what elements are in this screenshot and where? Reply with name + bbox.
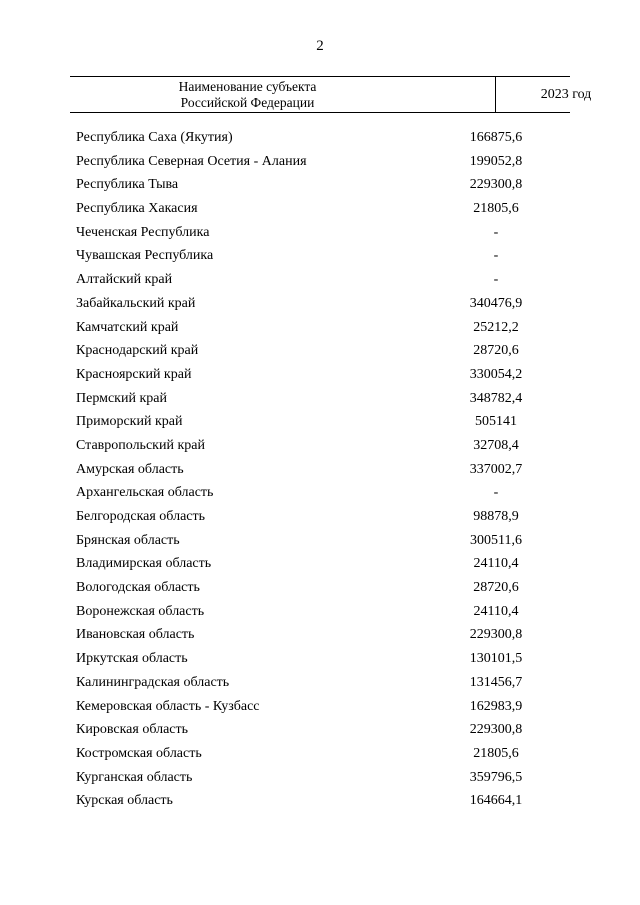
year-value: 348782,4 <box>469 390 523 406</box>
subject-name: Красноярский край <box>76 366 192 382</box>
table-row <box>76 434 566 458</box>
table-body <box>76 126 566 813</box>
year-value: 199052,8 <box>469 153 523 169</box>
table-row <box>76 647 566 671</box>
year-value: 131456,7 <box>469 674 523 690</box>
year-value: 162983,9 <box>469 698 523 714</box>
year-value: 330054,2 <box>469 366 523 382</box>
year-value: 164664,1 <box>469 793 523 809</box>
year-value: 32708,4 <box>473 437 519 453</box>
table-row <box>76 505 566 529</box>
year-value: 229300,8 <box>469 722 523 738</box>
subject-name: Курганская область <box>76 769 193 785</box>
table-row <box>76 742 566 766</box>
subject-name: Воронежская область <box>76 603 205 619</box>
year-value: 229300,8 <box>469 177 523 193</box>
subject-name: Костромская область <box>76 745 202 761</box>
column-header-subject-line1: Наименование субъекта <box>178 78 317 94</box>
subject-name: Амурская область <box>76 461 184 477</box>
year-value: 166875,6 <box>469 130 523 145</box>
year-value: 25212,2 <box>473 319 519 335</box>
table-row <box>76 292 566 316</box>
subject-name: Владимирская область <box>76 556 212 572</box>
table-row <box>76 221 566 245</box>
year-value: 21805,6 <box>473 745 519 761</box>
year-value: - <box>493 272 499 288</box>
page-number: 2 <box>316 38 324 54</box>
subject-name: Забайкальский край <box>76 295 196 311</box>
subject-name: Республика Северная Осетия - Алания <box>76 153 307 169</box>
year-value: 300511,6 <box>470 532 522 548</box>
table-row <box>76 268 566 292</box>
subject-name: Вологодская область <box>76 580 200 596</box>
table-row <box>76 576 566 600</box>
year-value: 28720,6 <box>473 580 519 596</box>
year-value: 98878,9 <box>473 509 519 524</box>
subject-name: Кировская область <box>76 722 189 738</box>
subject-name: Брянская область <box>76 532 180 548</box>
subject-name: Республика Саха (Якутия) <box>76 130 233 145</box>
subject-name: Архангельская область <box>76 485 214 501</box>
table-row <box>76 150 566 174</box>
table-row <box>76 339 566 363</box>
subject-name: Чувашская Республика <box>76 248 214 264</box>
year-value: 337002,7 <box>469 461 523 477</box>
table-row <box>76 552 566 576</box>
table-row <box>76 695 566 719</box>
year-value: 21805,6 <box>473 201 519 217</box>
table-row <box>76 481 566 505</box>
table-row <box>76 316 566 340</box>
table-row <box>76 173 566 197</box>
year-value: 229300,8 <box>469 627 523 643</box>
year-value: 359796,5 <box>469 769 523 785</box>
table-header <box>70 76 592 113</box>
year-value: 130101,5 <box>469 651 523 667</box>
subject-name: Белгородская область <box>76 509 206 524</box>
subject-name: Краснодарский край <box>76 343 199 359</box>
subject-name: Алтайский край <box>76 272 173 288</box>
table-row <box>76 766 566 790</box>
table-row <box>76 126 566 150</box>
table-row <box>76 387 566 411</box>
subject-name: Приморский край <box>76 414 183 430</box>
year-value: - <box>493 485 499 501</box>
subject-name: Курская область <box>76 793 173 809</box>
subject-name: Камчатский край <box>76 319 179 335</box>
subject-name: Чеченская Республика <box>76 224 210 240</box>
table-row <box>76 244 566 268</box>
subject-name: Кемеровская область - Кузбасс <box>76 698 260 714</box>
table-row <box>76 623 566 647</box>
year-value: 505141 <box>475 414 517 430</box>
table-row <box>76 410 566 434</box>
column-header-subject-line2: Российской Федерации <box>180 94 315 110</box>
table-row <box>76 718 566 742</box>
table-row <box>76 671 566 695</box>
subject-name: Ставропольский край <box>76 437 205 453</box>
year-value: 24110,4 <box>473 556 519 572</box>
table-row <box>76 600 566 624</box>
table-row <box>76 197 566 221</box>
year-value: - <box>493 248 499 264</box>
year-value: - <box>493 224 499 240</box>
column-header-year: 2023 год <box>540 86 592 102</box>
year-value: 340476,9 <box>469 295 523 311</box>
table-row <box>76 529 566 553</box>
year-value: 24110,4 <box>473 603 519 619</box>
subject-name: Пермский край <box>76 390 167 406</box>
table-row <box>76 789 566 813</box>
subject-name: Ивановская область <box>76 627 195 643</box>
table-row <box>76 363 566 387</box>
subject-name: Калининградская область <box>76 674 230 690</box>
subject-name: Республика Хакасия <box>76 201 198 217</box>
subject-name: Иркутская область <box>76 651 188 667</box>
table-row <box>76 458 566 482</box>
column-header-subject <box>70 77 425 112</box>
subject-name: Республика Тыва <box>76 177 179 193</box>
year-value: 28720,6 <box>473 343 519 359</box>
